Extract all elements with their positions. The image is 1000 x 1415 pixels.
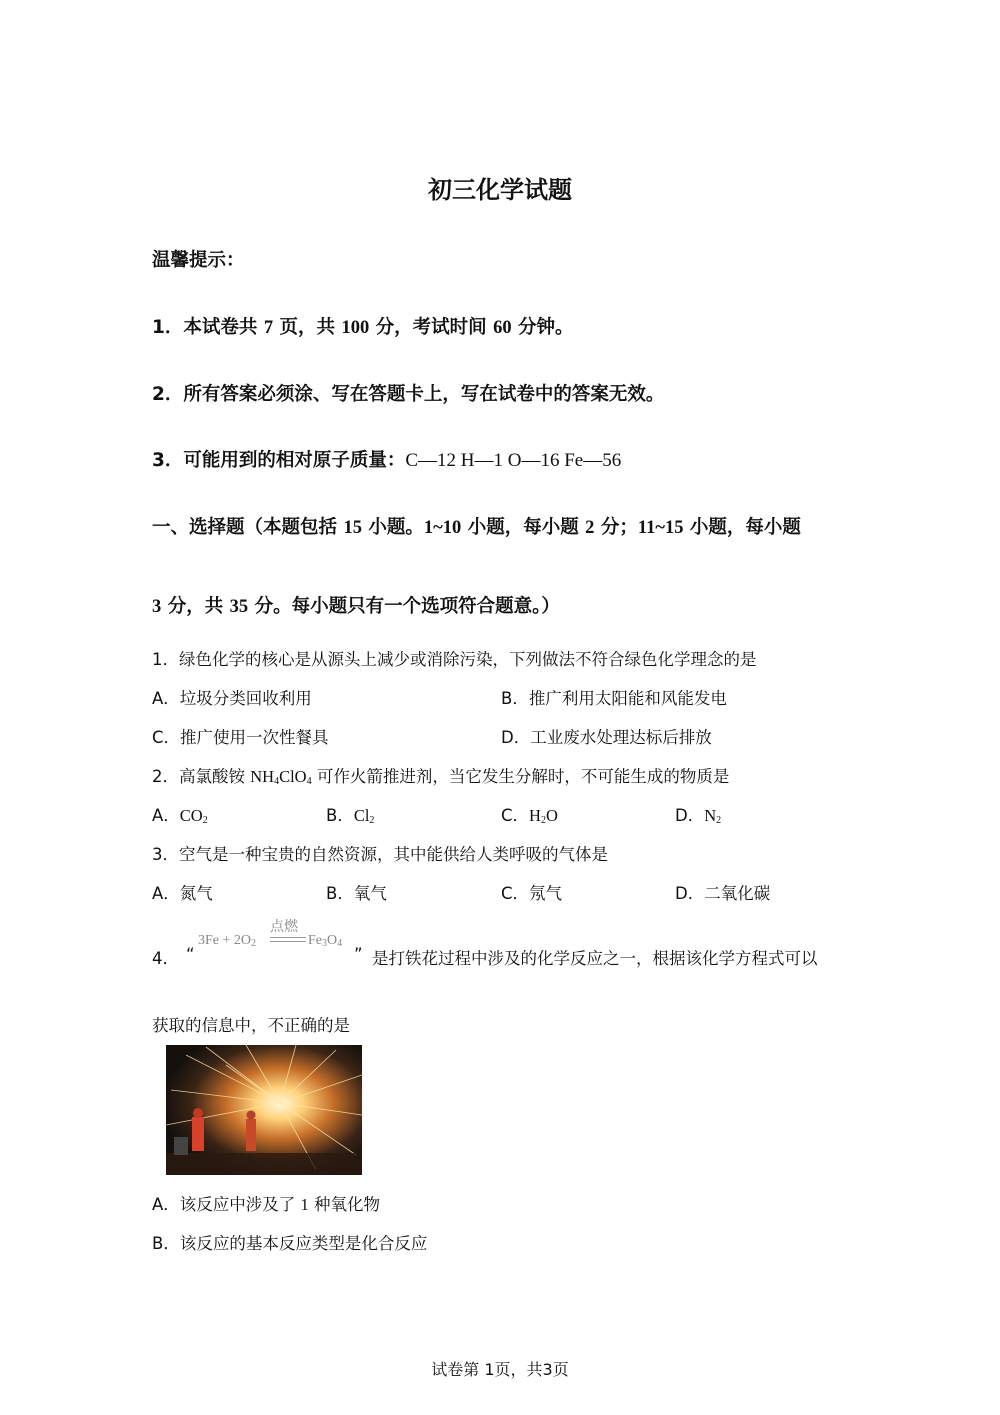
question-4-open-quote: “ <box>186 945 195 964</box>
notice-item-1: 1．本试卷共 7 页，共 100 分，考试时间 60 分钟。 <box>152 317 574 338</box>
chemical-equation <box>198 916 358 960</box>
question-1-option-a: A．垃圾分类回收利用 <box>152 689 312 708</box>
question-3-stem: 3．空气是一种宝贵的自然资源，其中能供给人类呼吸的气体是 <box>152 845 608 864</box>
equation-condition: 点燃 <box>270 919 298 935</box>
question-4-number: 4． <box>152 949 179 968</box>
question-2-option-b: B．$Cl_2$ <box>326 806 375 826</box>
iron-flower-photo <box>166 1045 362 1175</box>
equation-equals-line-bottom <box>270 941 306 942</box>
question-4-option-a: A．该反应中涉及了 1 种氧化物 <box>152 1195 381 1214</box>
section-1-heading-line-1: 一、选择题（本题包括 15 小题。1~10 小题，每小题 2 分；11~15 小题，每小题 <box>152 517 801 538</box>
question-2-option-a: A．$CO_2$ <box>152 806 208 826</box>
question-2-stem: 2．高氯酸铵 $NH_4ClO_4$ 可作火箭推进剂，当它发生分解时，不可能生成的物质是 <box>152 767 730 787</box>
question-1-option-c: C．推广使用一次性餐具 <box>152 728 329 747</box>
question-3-option-d: D．二氧化碳 <box>675 884 771 903</box>
question-3-option-c: C．氖气 <box>501 884 563 903</box>
question-3-option-a: A．氮气 <box>152 884 213 903</box>
question-4-stem-line-2: 获取的信息中，不正确的是 <box>152 1016 350 1035</box>
notice-item-2: 2．所有答案必须涂、写在答题卡上，写在试卷中的答案无效。 <box>152 384 665 405</box>
section-1-heading-line-2: 3 分，共 35 分。每小题只有一个选项符合题意。） <box>152 596 560 617</box>
question-4-close-quote: ” <box>354 945 363 964</box>
question-3-option-b: B．氧气 <box>326 884 387 903</box>
page-footer: 试卷第 1页，共3页 <box>431 1360 569 1379</box>
equation-products: $Fe_3O_4$ <box>308 933 343 949</box>
question-1-stem: 1．绿色化学的核心是从源头上减少或消除污染，下列做法不符合绿色化学理念的是 <box>152 650 757 669</box>
equation-equals-line-top <box>270 937 306 938</box>
notice-heading: 温馨提示： <box>152 250 245 271</box>
question-1-option-d: D．工业废水处理达标后排放 <box>501 728 712 747</box>
equation-reactants: $3Fe + 2O_2$ <box>198 933 257 949</box>
question-1-option-b: B．推广利用太阳能和风能发电 <box>501 689 727 708</box>
question-4-stem: 是打铁花过程中涉及的化学反应之一，根据该化学方程式可以 <box>372 949 818 968</box>
question-4-option-b: B．该反应的基本反应类型是化合反应 <box>152 1234 428 1253</box>
page-title: 初三化学试题 <box>428 176 572 204</box>
question-2-option-c: C．$H_2O$ <box>501 806 558 826</box>
notice-item-3: 3．可能用到的相对原子质量：C—12 H—1 O—16 Fe—56 <box>152 450 622 471</box>
question-2-option-d: D．$N_2$ <box>675 806 722 826</box>
